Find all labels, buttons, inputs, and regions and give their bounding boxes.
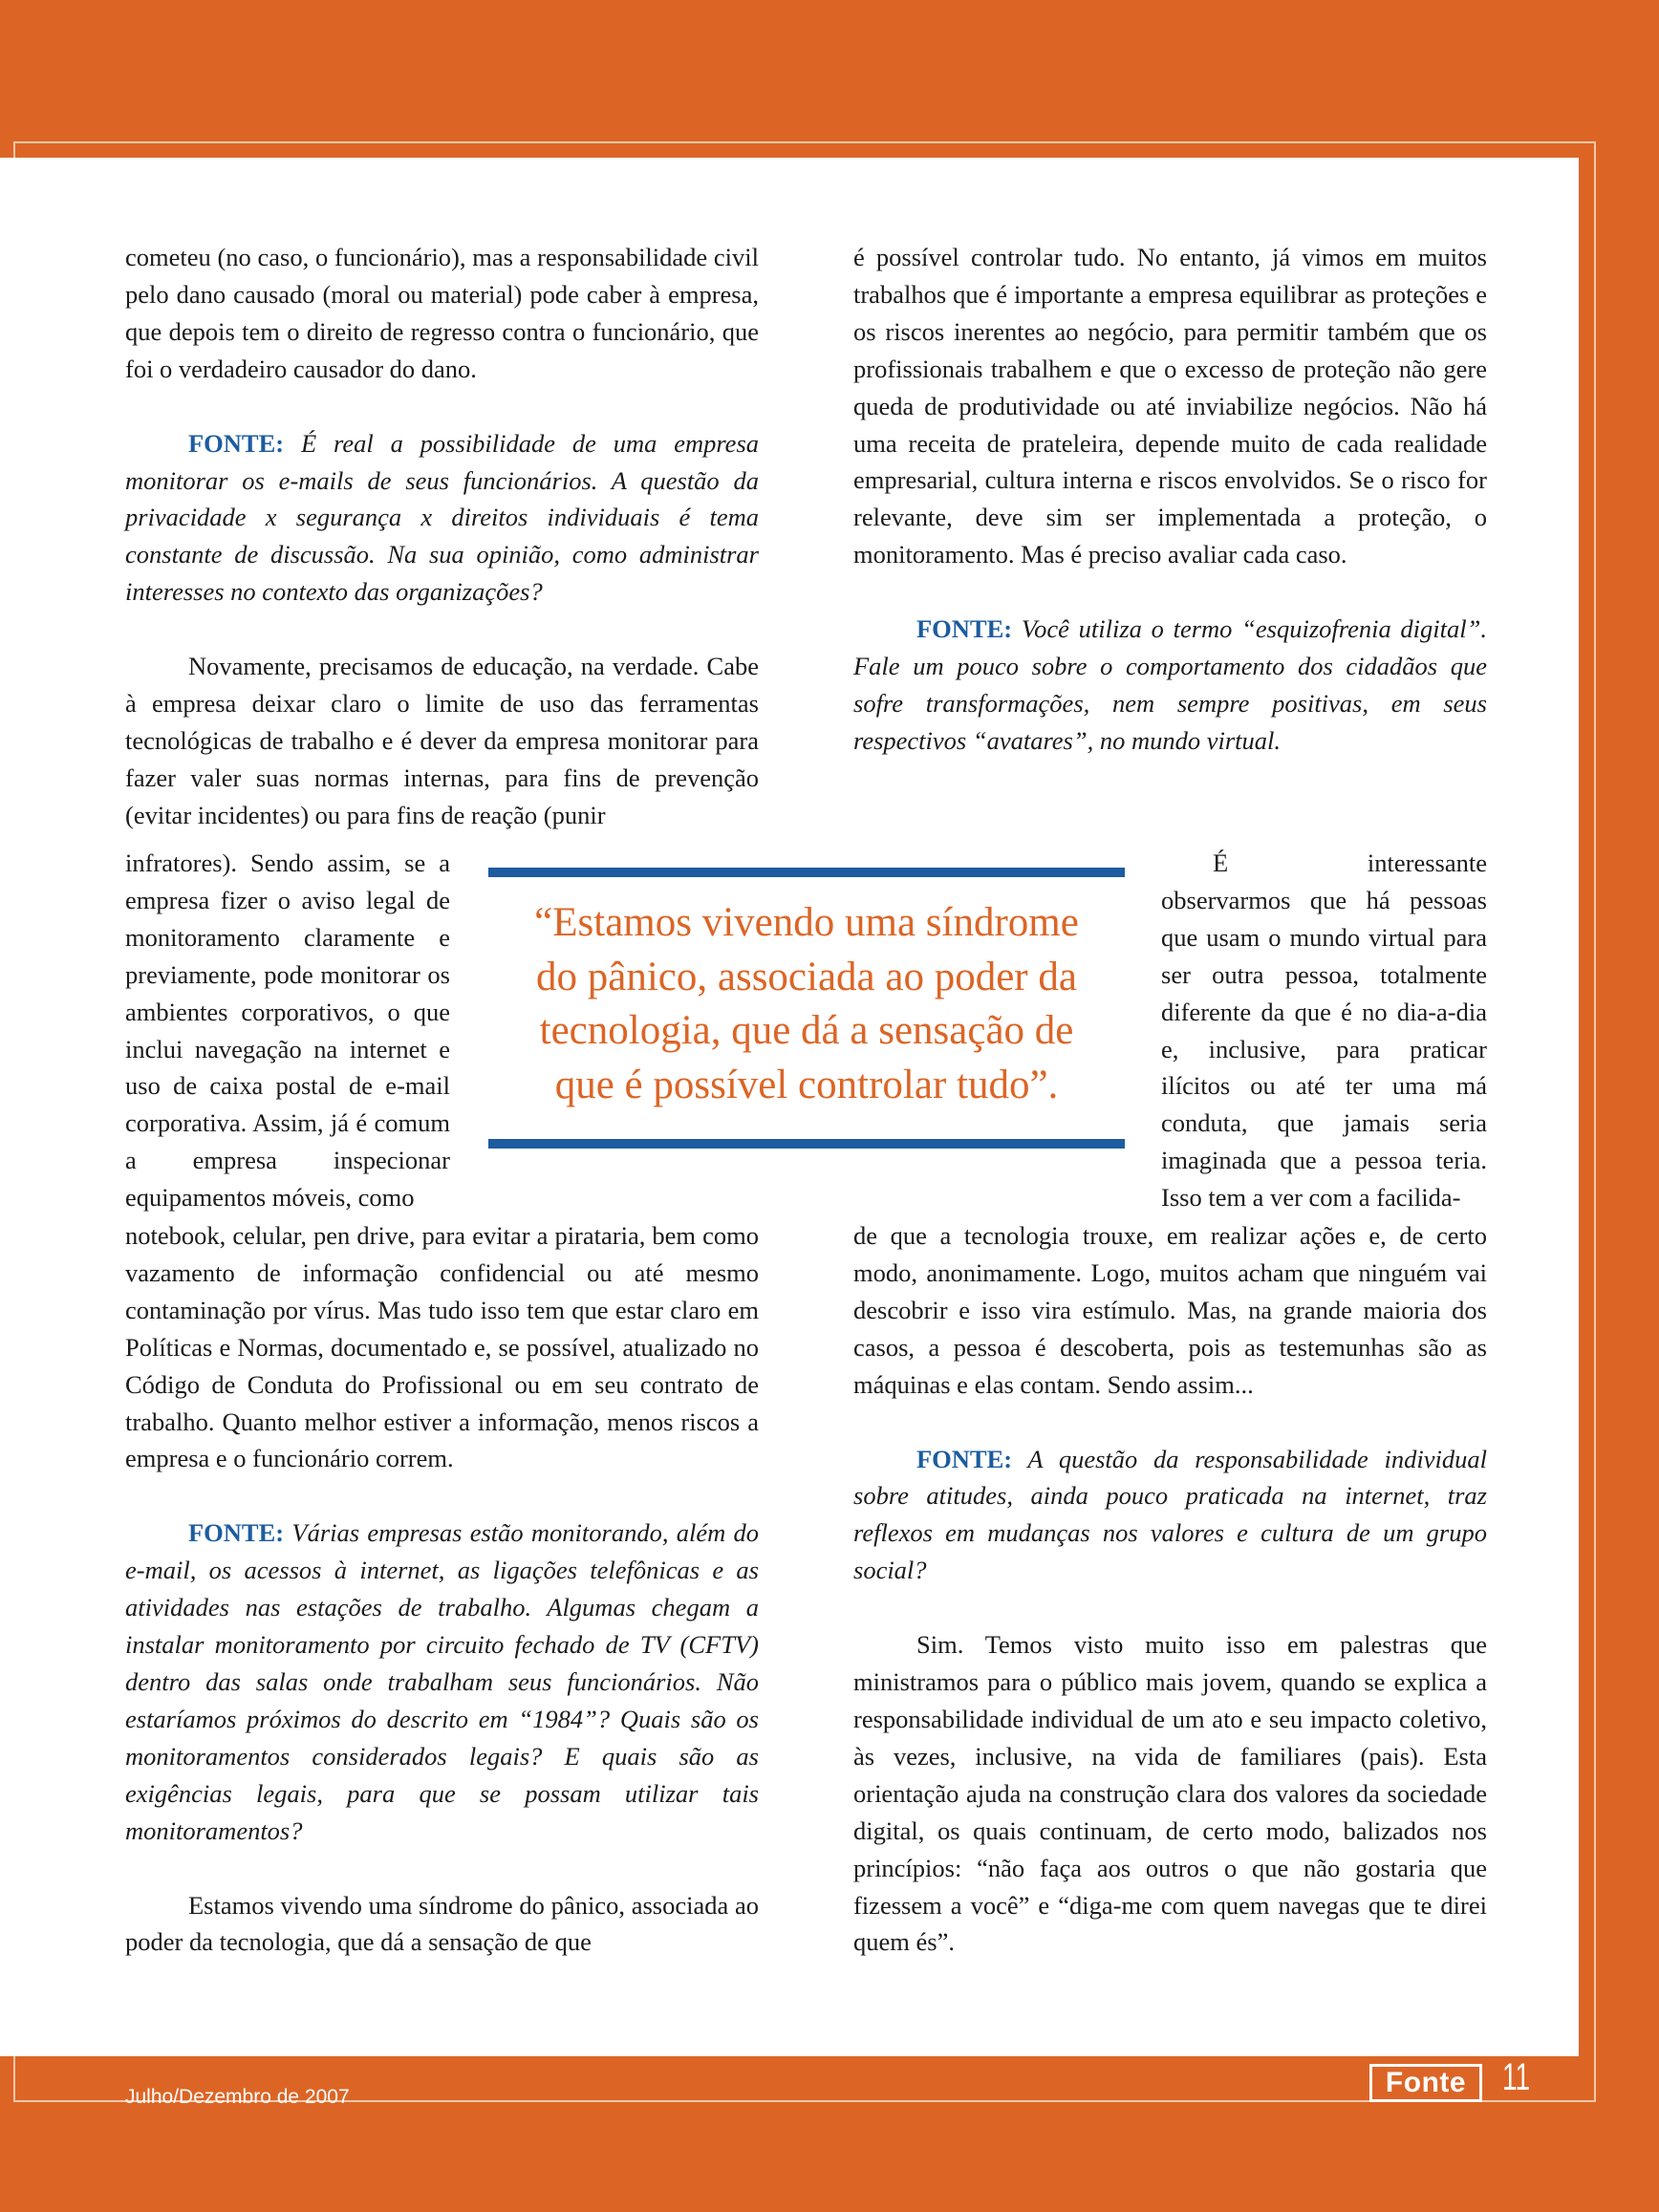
pull-quote-top-rule	[488, 868, 1125, 877]
pull-quote-bottom-rule	[488, 1139, 1125, 1149]
answer-1-part-2: notebook, celular, pen drive, para evitar a pirataria, bem como vazamento de informação confidencial ou até mesmo contaminação por vírus. Mas tudo isso tem que estar claro em Políticas e Normas, documentado e, se possível, atualizado no Código de Conduta do Profissional ou em seu contrato de trabalho. Quanto melhor estiver a informação, menos riscos a empresa e o funcionário correm.	[125, 1221, 759, 1473]
answer-3-continued: de que a tecnologia trouxe, em realizar ações e, de certo modo, anonimamente. Logo, muitos acham que ninguém vai descobrir e isso vira estímulo. Mas, na grande maioria dos casos, a pessoa é descoberta, pois as testemunhas são as máquinas e elas contam. Sendo assim...	[853, 1221, 1487, 1399]
question-3	[853, 611, 1487, 760]
pull-quote-line: “Estamos vivendo uma síndrome	[534, 900, 1079, 945]
question-text: Você utiliza o termo “esquizofrenia digital”. Fale um pouco sobre o comportamento dos cidadãos que sofre transformações, nem sempre positivas, em seus respectivos “avatares”, no mundo virtual.	[853, 614, 1487, 755]
left-column-lower	[125, 1217, 759, 1961]
question-text: É real a possibilidade de uma empresa monitorar os e-mails de seus funcionários. A questão da privacidade x segurança x direitos individuais é tema constante de discussão. Na sua opinião, como administrar interesses no contexto das organizações?	[125, 428, 760, 607]
left-column	[125, 239, 759, 834]
answer-1-wrap: infratores). Sendo assim, se a empresa fizer o aviso legal de monitoramento claramente e previamente, pode monitorar os ambientes corporativos, o que inclui navegação na internet e uso de caixa postal de e-mail corporativa. Assim, já é comum a empresa inspecionar equipamentos móveis, como	[125, 848, 450, 1213]
issue-date: Julho/Dezembro de 2007	[125, 2086, 350, 2108]
answer-3-wrap: É interessante observarmos que há pessoas que usam o mundo virtual para ser outra pessoa, totalmente diferente da que é no dia-a-dia e, inclusive, para praticar ilícitos ou até ter uma má conduta, que jamais seria imaginada que a pessoa teria. Isso tem a ver com a facilida-	[1161, 848, 1487, 1213]
question-2	[125, 1514, 759, 1849]
answer-2-start: Estamos vivendo uma síndrome do pânico, associada ao poder da tecnologia, que dá a sensação de que	[125, 1890, 759, 1957]
pull-quote-line: tecnologia, que dá a sensação de	[539, 1008, 1074, 1053]
magazine-logo	[1369, 2064, 1482, 2102]
question-4	[853, 1441, 1487, 1590]
answer-1-part-1: Novamente, precisamos de educação, na verdade. Cabe à empresa deixar claro o limite de uso das ferramentas tecnológicas de trabalho e é dever da empresa monitorar para fazer valer suas normas internas, para fins de prevenção (evitar incidentes) ou para fins de reação (punir	[125, 652, 759, 829]
question-label: FONTE:	[916, 1444, 1013, 1473]
right-column	[853, 239, 1487, 760]
logo-text: Fonte	[1385, 2067, 1467, 2098]
question-label: FONTE:	[188, 428, 285, 458]
answer-2-continued: é possível controlar tudo. No entanto, já vimos em muitos trabalhos que é importante a empresa equilibrar as proteções e os riscos inerentes ao negócio, para permitir também que os profissionais trabalhem e que o excesso de proteção não gere queda de produtividade ou até inviabilize negócios. Não há uma receita de prateleira, depende muito de cada realidade empresarial, cultura interna e riscos envolvidos. Se o risco for relevante, deve sim ser implementada a proteção, o monitoramento. Mas é preciso avaliar cada caso.	[853, 243, 1487, 569]
question-label: FONTE:	[916, 614, 1013, 644]
question-label: FONTE:	[188, 1518, 285, 1548]
left-wrap-column	[125, 845, 450, 1216]
question-text: Várias empresas estão monitorando, além do e-mail, os acessos à internet, as ligações telefônicas e as atividades nas estações de trabalho. Algumas chegam a instalar monitoramento por circuito fechado de TV (CFTV) dentro das salas onde trabalham seus funcionários. Não estaríamos próximos do descrito em “1984”? Quais são os monitoramentos considerados legais? E quais são as exigências legais, para que se possam utilizar tais monitoramentos?	[125, 1518, 759, 1845]
right-wrap-column	[1161, 845, 1487, 1216]
question-1	[125, 425, 759, 612]
right-column-lower	[853, 1217, 1487, 1961]
paragraph-left-intro: cometeu (no caso, o funcionário), mas a responsabilidade civil pelo dano causado (moral ou material) pode caber à empresa, que depois tem o direito de regresso contra o funcionário, que foi o verdadeiro causador do dano.	[125, 243, 759, 383]
pull-quote-line: que é possível controlar tudo”.	[554, 1062, 1059, 1107]
page-number: 11	[1502, 2056, 1531, 2098]
pull-quote-line: do pânico, associada ao poder da	[536, 954, 1077, 999]
answer-4: Sim. Temos visto muito isso em palestras que ministramos para o público mais jovem, quando se explica a responsabilidade individual de um ato e seu impacto coletivo, às vezes, inclusive, na vida de familiares (pais). Esta orientação ajuda na construção clara dos valores da sociedade digital, os quais continuam, de certo modo, balizados nos princípios: “não faça aos outros o que não gostaria que fizessem a você” e “diga-me com quem navegas que te direi quem és”.	[853, 1630, 1487, 1957]
question-text: A questão da responsabilidade individual sobre atitudes, ainda pouco praticada na internet, traz reflexos em mudanças nos valores e cultura de um grupo social?	[853, 1444, 1487, 1585]
pull-quote	[488, 868, 1125, 1149]
pull-quote-text	[488, 896, 1125, 1112]
